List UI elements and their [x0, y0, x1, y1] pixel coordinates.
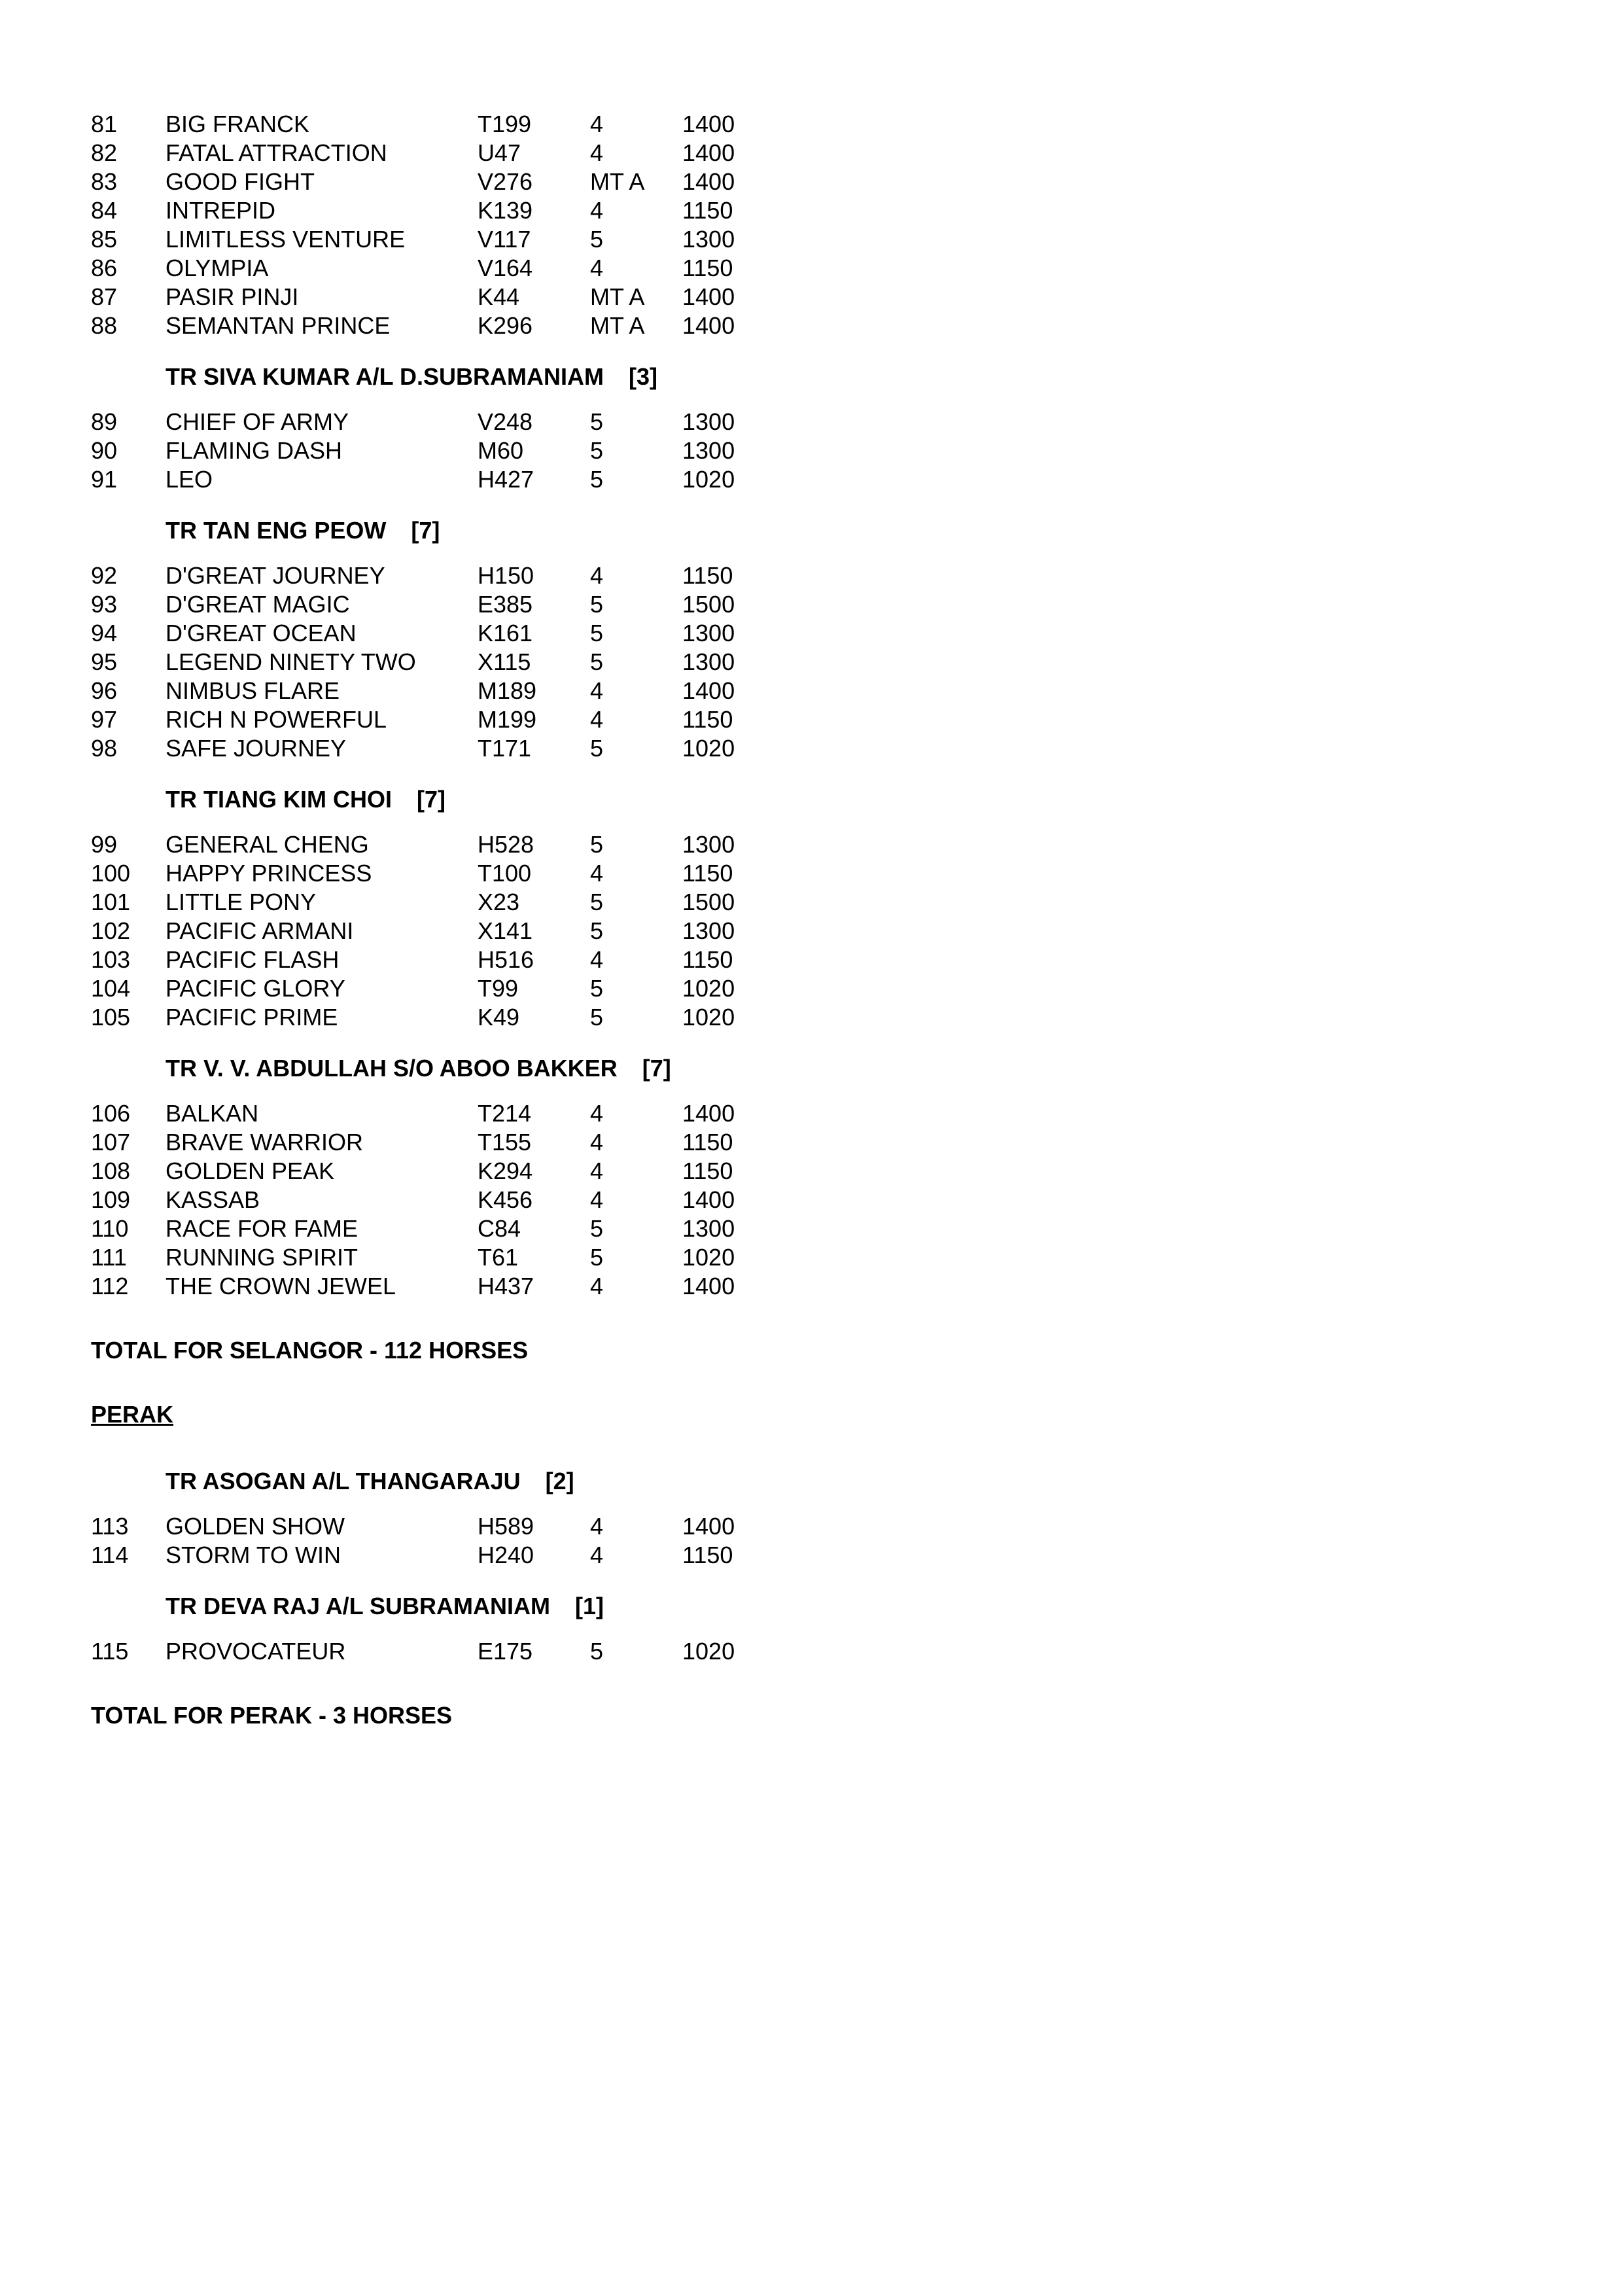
entry-number: 112	[91, 1273, 129, 1299]
trainer-horse-count: [7]	[416, 786, 445, 813]
state-total: TOTAL FOR SELANGOR - 112 HORSES	[91, 1337, 529, 1364]
horse-class: 4	[590, 706, 604, 733]
horse-code: T199	[478, 111, 532, 137]
horse-name: GOLDEN PEAK	[166, 1157, 335, 1184]
horse-rating: 1400	[682, 168, 735, 195]
entry-number: 115	[91, 1638, 129, 1665]
horse-rating: 1150	[682, 562, 733, 589]
horse-class: 4	[590, 1273, 604, 1299]
horse-name: BIG FRANCK	[166, 111, 310, 137]
entry-number: 100	[91, 860, 131, 887]
horse-code: K456	[478, 1186, 533, 1213]
horse-name: D'GREAT MAGIC	[166, 591, 350, 618]
horse-rating: 1150	[682, 197, 733, 224]
entry-number: 104	[91, 975, 131, 1002]
horse-name: NIMBUS FLARE	[166, 677, 340, 704]
entry-number: 93	[91, 591, 118, 618]
trainer-heading	[166, 1467, 574, 1496]
horse-code: H150	[478, 562, 534, 589]
horse-rating: 1150	[682, 860, 733, 887]
horse-rating: 1300	[682, 226, 735, 253]
horse-code: V248	[478, 408, 533, 435]
horse-class: 5	[590, 1215, 604, 1242]
horse-class: 4	[590, 1542, 604, 1568]
horse-class: 5	[590, 437, 604, 464]
entry-number: 84	[91, 197, 118, 224]
horse-code: H516	[478, 946, 534, 973]
horse-rating: 1020	[682, 1638, 735, 1665]
horse-code: M189	[478, 677, 537, 704]
horse-class: 4	[590, 139, 604, 166]
horse-name: FLAMING DASH	[166, 437, 343, 464]
entry-number: 91	[91, 466, 118, 493]
horse-name: D'GREAT OCEAN	[166, 620, 357, 646]
entry-number: 108	[91, 1157, 131, 1184]
horse-name: GOOD FIGHT	[166, 168, 315, 195]
horse-code: C84	[478, 1215, 521, 1242]
horse-name: KASSAB	[166, 1186, 260, 1213]
trainer-name: TR TAN ENG PEOW	[166, 517, 387, 544]
horse-rating: 1150	[682, 1157, 733, 1184]
horse-code: U47	[478, 139, 521, 166]
horse-code: V276	[478, 168, 533, 195]
horse-name: HAPPY PRINCESS	[166, 860, 372, 887]
horse-code: H427	[478, 466, 534, 493]
horse-code: X115	[478, 648, 531, 675]
entry-number: 105	[91, 1004, 131, 1031]
horse-class: 4	[590, 1157, 604, 1184]
horse-name: PACIFIC PRIME	[166, 1004, 338, 1031]
horse-code: K296	[478, 312, 533, 339]
horse-rating: 1150	[682, 1129, 733, 1156]
horse-code: E175	[478, 1638, 533, 1665]
entry-number: 106	[91, 1100, 131, 1127]
horse-class: 4	[590, 562, 604, 589]
entry-number: 86	[91, 255, 118, 281]
horse-name: RICH N POWERFUL	[166, 706, 387, 733]
state-section-heading: PERAK	[91, 1401, 174, 1428]
entry-number: 82	[91, 139, 118, 166]
horse-name: PASIR PINJI	[166, 283, 299, 310]
horse-code: X141	[478, 917, 533, 944]
horse-name: OLYMPIA	[166, 255, 269, 281]
horse-class: 5	[590, 466, 604, 493]
trainer-horse-count: [2]	[545, 1468, 574, 1494]
horse-class: 4	[590, 197, 604, 224]
trainer-heading	[166, 785, 445, 814]
horse-code: E385	[478, 591, 533, 618]
horse-rating: 1020	[682, 735, 735, 762]
horse-name: PROVOCATEUR	[166, 1638, 346, 1665]
horse-class: 4	[590, 1129, 604, 1156]
horse-code: T100	[478, 860, 532, 887]
horse-class: 5	[590, 620, 604, 646]
horse-rating: 1300	[682, 437, 735, 464]
entry-number: 95	[91, 648, 118, 675]
horse-name: LEO	[166, 466, 213, 493]
horse-name: D'GREAT JOURNEY	[166, 562, 385, 589]
entry-number: 81	[91, 111, 118, 137]
trainer-heading	[166, 1592, 604, 1621]
horse-name: PACIFIC GLORY	[166, 975, 345, 1002]
horse-code: T155	[478, 1129, 532, 1156]
horse-code: T171	[478, 735, 532, 762]
horse-rating: 1400	[682, 1513, 735, 1540]
horse-rating: 1150	[682, 706, 733, 733]
trainer-horse-count: [3]	[628, 363, 657, 390]
horse-name: FATAL ATTRACTION	[166, 139, 387, 166]
horse-name: GENERAL CHENG	[166, 831, 369, 858]
entry-number: 87	[91, 283, 118, 310]
horse-rating: 1300	[682, 620, 735, 646]
entry-number: 92	[91, 562, 118, 589]
horse-name: RACE FOR FAME	[166, 1215, 358, 1242]
horse-class: MT A	[590, 312, 645, 339]
horse-class: 4	[590, 946, 604, 973]
horse-rating: 1020	[682, 466, 735, 493]
horse-code: M199	[478, 706, 537, 733]
entry-number: 114	[91, 1542, 129, 1568]
horse-code: K49	[478, 1004, 520, 1031]
horse-class: 4	[590, 255, 604, 281]
horse-class: 5	[590, 1004, 604, 1031]
horse-name: STORM TO WIN	[166, 1542, 341, 1568]
horse-rating: 1300	[682, 831, 735, 858]
trainer-name: TR DEVA RAJ A/L SUBRAMANIAM	[166, 1593, 551, 1619]
horse-code: K44	[478, 283, 520, 310]
horse-code: T214	[478, 1100, 532, 1127]
horse-class: 4	[590, 111, 604, 137]
horse-rating: 1400	[682, 1186, 735, 1213]
horse-class: 4	[590, 1186, 604, 1213]
horse-name: THE CROWN JEWEL	[166, 1273, 396, 1299]
horse-class: MT A	[590, 168, 645, 195]
entry-number: 99	[91, 831, 118, 858]
trainer-horse-count: [1]	[575, 1593, 604, 1619]
horse-rating: 1020	[682, 1244, 735, 1271]
horse-rating: 1150	[682, 946, 733, 973]
trainer-name: TR TIANG KIM CHOI	[166, 786, 392, 813]
entry-number: 111	[91, 1244, 127, 1271]
horse-class: 4	[590, 1100, 604, 1127]
horse-code: H437	[478, 1273, 534, 1299]
entry-number: 110	[91, 1215, 129, 1242]
horse-code: K161	[478, 620, 533, 646]
entry-number: 102	[91, 917, 131, 944]
horse-rating: 1300	[682, 1215, 735, 1242]
horse-rating: 1300	[682, 408, 735, 435]
trainer-name: TR V. V. ABDULLAH S/O ABOO BAKKER	[166, 1055, 618, 1082]
state-total: TOTAL FOR PERAK - 3 HORSES	[91, 1702, 453, 1729]
horse-name: BRAVE WARRIOR	[166, 1129, 364, 1156]
horse-code: K294	[478, 1157, 533, 1184]
trainer-heading	[166, 1054, 671, 1083]
horse-class: MT A	[590, 283, 645, 310]
horse-class: 4	[590, 1513, 604, 1540]
entry-number: 94	[91, 620, 118, 646]
horse-name: BALKAN	[166, 1100, 259, 1127]
trainer-name: TR ASOGAN A/L THANGARAJU	[166, 1468, 521, 1494]
entry-number: 113	[91, 1513, 129, 1540]
horse-rating: 1400	[682, 312, 735, 339]
horse-code: V164	[478, 255, 533, 281]
horse-class: 5	[590, 831, 604, 858]
horse-name: PACIFIC FLASH	[166, 946, 340, 973]
entry-number: 101	[91, 889, 131, 915]
horse-rating: 1400	[682, 677, 735, 704]
horse-rating: 1020	[682, 975, 735, 1002]
horse-class: 5	[590, 917, 604, 944]
entry-number: 103	[91, 946, 131, 973]
entry-number: 107	[91, 1129, 131, 1156]
trainer-horse-count: [7]	[642, 1055, 671, 1082]
trainer-horse-count: [7]	[411, 517, 440, 544]
horse-class: 5	[590, 408, 604, 435]
horse-rating: 1500	[682, 889, 735, 915]
trainer-name: TR SIVA KUMAR A/L D.SUBRAMANIAM	[166, 363, 604, 390]
horse-class: 4	[590, 860, 604, 887]
horse-class: 5	[590, 1244, 604, 1271]
horse-rating: 1300	[682, 648, 735, 675]
entry-number: 89	[91, 408, 118, 435]
horse-name: GOLDEN SHOW	[166, 1513, 345, 1540]
horse-rating: 1150	[682, 1542, 733, 1568]
entry-number: 85	[91, 226, 118, 253]
horse-rating: 1400	[682, 283, 735, 310]
entry-number: 98	[91, 735, 118, 762]
horse-name: LIMITLESS VENTURE	[166, 226, 406, 253]
horse-name: SAFE JOURNEY	[166, 735, 347, 762]
entry-number: 83	[91, 168, 118, 195]
horse-rating: 1500	[682, 591, 735, 618]
horse-name: CHIEF OF ARMY	[166, 408, 349, 435]
horse-name: LEGEND NINETY TWO	[166, 648, 416, 675]
horse-class: 5	[590, 226, 604, 253]
horse-name: LITTLE PONY	[166, 889, 317, 915]
horse-code: H589	[478, 1513, 534, 1540]
trainer-heading	[166, 362, 657, 391]
horse-code: X23	[478, 889, 520, 915]
entry-number: 90	[91, 437, 118, 464]
horse-code: T61	[478, 1244, 519, 1271]
horse-code: H528	[478, 831, 534, 858]
entry-number: 97	[91, 706, 118, 733]
horse-rating: 1150	[682, 255, 733, 281]
trainer-heading	[166, 516, 440, 545]
horse-rating: 1400	[682, 139, 735, 166]
horse-rating: 1400	[682, 1100, 735, 1127]
horse-name: INTREPID	[166, 197, 276, 224]
horse-rating: 1300	[682, 917, 735, 944]
horse-code: T99	[478, 975, 519, 1002]
horse-class: 5	[590, 591, 604, 618]
horse-code: V117	[478, 226, 531, 253]
horse-class: 5	[590, 975, 604, 1002]
horse-class: 5	[590, 735, 604, 762]
horse-class: 5	[590, 648, 604, 675]
entry-number: 109	[91, 1186, 131, 1213]
horse-code: M60	[478, 437, 524, 464]
horse-class: 4	[590, 677, 604, 704]
horse-class: 5	[590, 1638, 604, 1665]
horse-name: PACIFIC ARMANI	[166, 917, 354, 944]
horse-rating: 1400	[682, 111, 735, 137]
horse-name: RUNNING SPIRIT	[166, 1244, 358, 1271]
horse-class: 5	[590, 889, 604, 915]
horse-code: H240	[478, 1542, 534, 1568]
entry-number: 96	[91, 677, 118, 704]
horse-name: SEMANTAN PRINCE	[166, 312, 391, 339]
entry-number: 88	[91, 312, 118, 339]
horse-rating: 1020	[682, 1004, 735, 1031]
horse-code: K139	[478, 197, 533, 224]
horse-rating: 1400	[682, 1273, 735, 1299]
